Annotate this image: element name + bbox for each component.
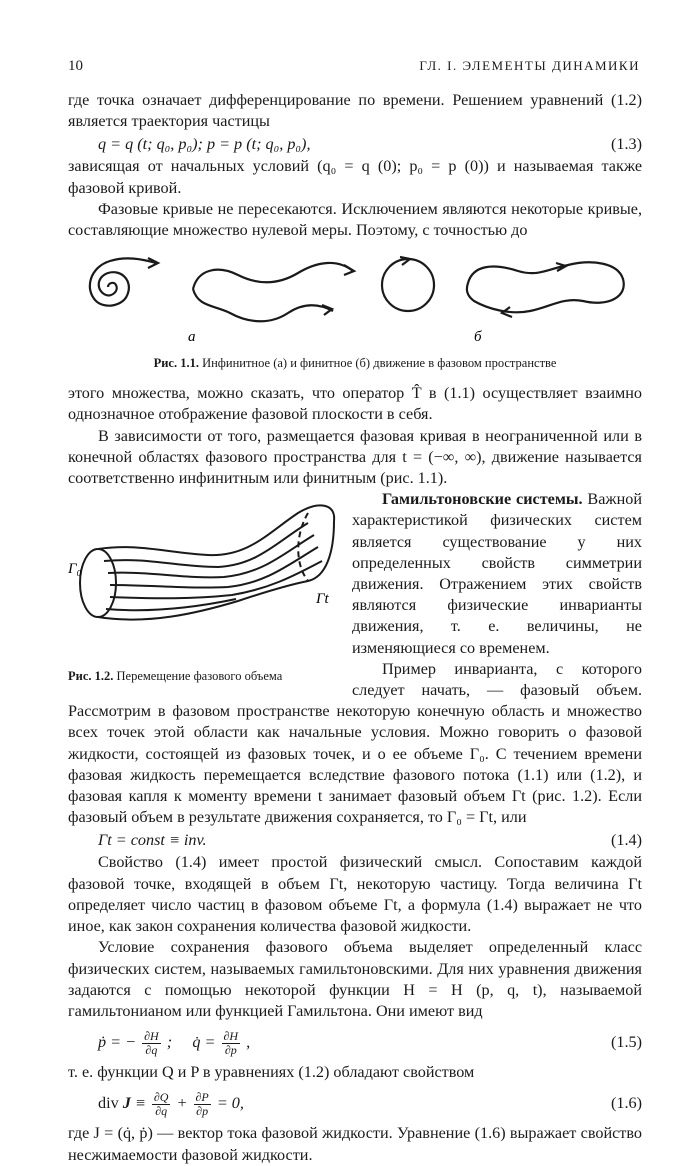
equation-1-6: [68, 1083, 642, 1123]
finite-closed-curve: [467, 263, 624, 313]
phase-volume-figure: [68, 493, 338, 663]
caption-prefix: Рис. 1.1.: [153, 356, 199, 371]
arrow-head: [322, 305, 332, 315]
phase-curves-figure: [78, 249, 638, 349]
initial-volume-ellipse: [80, 549, 116, 617]
page-body: [68, 90, 642, 1166]
equation-1-5: [68, 1022, 642, 1062]
page-number: 10: [68, 58, 83, 74]
spiral-curve: [90, 259, 156, 306]
figure-label-b: б: [474, 329, 482, 346]
page-header: [60, 58, 640, 78]
equation-expression: q = q (t; q₀, p₀); p = p (t; q₀, p₀),: [98, 135, 311, 154]
equation-number: (1.6): [610, 1094, 642, 1113]
flow-line: [108, 535, 314, 577]
section-runin-heading: Гамильтоновские системы.: [382, 490, 583, 509]
arrow-head: [400, 257, 410, 265]
figure-label-a: а: [188, 329, 196, 346]
paragraph: т. е. функции Q и P в уравнениях (1.2) обладают свойством: [68, 1063, 475, 1082]
paragraph: Условие сохранения фазового объема выделяет определенный класс физических систем, называемых гамильтоновскими. Для них уравнения движения задаются с помощью некоторой функции H = H (p, q, t), называемой гамильтонианом или функцией Гамильтона. Они имеют вид: [68, 938, 642, 1020]
figure-caption: [68, 666, 282, 687]
equation-1-4: [68, 828, 642, 852]
label-gamma-t: Γt: [316, 591, 329, 608]
paragraph-text: Важной характеристикой физических систем является существование у них определенных свойств симметрии движения. Отражением этих свойств являются физические инварианты движения, т. е. величины, не изменяющиеся со временем.: [352, 490, 643, 657]
closed-orbit: [382, 259, 434, 311]
caption-prefix: Рис. 1.2.: [68, 669, 114, 684]
figure-1-1: [68, 249, 642, 377]
paragraph: Свойство (1.4) имеет простой физический смысл. Сопоставим каждой фазовой точке, входящей в объем Γt, некоторую частицу. Тогда величина Γt определяет число частиц в фазовом объеме Γt, а формула (1.4) выражает не что иное, как закон сохранения количества фазовой жидкости.: [68, 853, 642, 936]
equation-number: (1.4): [610, 831, 642, 850]
figure-1-2: [68, 493, 338, 689]
figure-caption: [68, 353, 642, 374]
paragraph: где J = (q̇, ṗ) — вектор тока фазовой жидкости. Уравнение (1.6) выражает свойство несжимаемости фазовой жидкости.: [68, 1124, 642, 1164]
flow-line: [104, 523, 308, 567]
paragraph: где точка означает дифференцирование по времени. Решением уравнений (1.2) является траектория частицы: [68, 91, 642, 131]
paragraph: зависящая от начальных условий (q₀ = q (0); p₀ = p (0)) и называемая также фазовой кривой.: [68, 157, 642, 197]
equation-expression: ṗ = − $\frac{\partial H}{\partial q}$ ; q̇ = $\frac{\partial H}{\partial p}$ ,: [98, 1028, 251, 1057]
equation-1-3: [68, 132, 642, 156]
caption-text: Перемещение фазового объема: [116, 669, 283, 684]
equation-number: (1.5): [610, 1033, 642, 1052]
equation-expression: Γt = const ≡ inv.: [98, 831, 207, 850]
infinite-wave-bottom: [193, 289, 333, 321]
caption-text: Инфинитное (а) и финитное (б) движение в фазовом пространстве: [202, 356, 557, 371]
equation-number: (1.3): [610, 135, 642, 154]
flow-line: [106, 599, 236, 610]
infinite-wave-top: [193, 263, 353, 289]
paragraph: В зависимости от того, размещается фазовая кривая в неограниченной или в конечной областях фазового пространства для t = (−∞, ∞), движение называется соответственно инфинитным или финитным (рис. 1.1).: [68, 426, 642, 488]
paragraph: этого множества, можно сказать, что оператор T̂ в (1.1) осуществляет взаимно однозначное отображение фазовой плоскости в себя.: [68, 384, 642, 424]
label-gamma-0: Γ₀: [68, 561, 82, 578]
paragraph: Пример инварианта, с которого следует начать, — фазовый объем. Рассмотрим в фазовом пространстве некоторую конечную область и множество всех точек этой области как начальные условия. Можно говорить о фазовой жидкости, состоящей из фазовых точек, и о ее объеме Γ₀. С течением времени фазовая жидкость перемещается вследствие фазового потока (1.1) или (1.2), и фазовая капля к моменту времени t занимает фазовый объем Γt (рис. 1.2). Если фазовый объем в результате движения сохраняется, то Γ₀ = Γt, или: [68, 659, 642, 827]
arrow-head: [344, 265, 354, 275]
paragraph: Фазовые кривые не пересекаются. Исключением являются некоторые кривые, составляющие множество нулевой меры. Поэтому, с точностью до: [68, 199, 642, 240]
running-title: ГЛ. I. ЭЛЕМЕНТЫ ДИНАМИКИ: [419, 58, 640, 73]
tube-outline-top: [98, 506, 334, 556]
equation-expression: div J ≡ $\frac{\partial Q}{\partial q}$ + $\frac{\partial P}{\partial p}$ = 0,: [98, 1090, 244, 1119]
